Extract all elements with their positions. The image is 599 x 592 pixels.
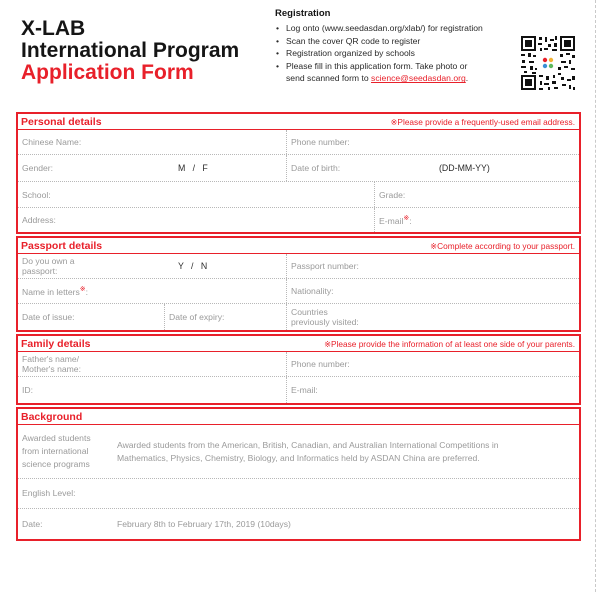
label-colon: : [409, 215, 412, 226]
required-mark: ※ [79, 286, 86, 294]
section-note: ※Complete according to your passport. [430, 240, 575, 251]
title-line-2: International Program [21, 39, 240, 62]
registration-item [275, 60, 515, 85]
countries-visited-field[interactable] [286, 304, 579, 330]
personal-details-section [16, 112, 581, 234]
field-label: Date of birth: [291, 163, 341, 173]
registration-list [275, 22, 515, 85]
registration-item: • Scan the cover QR code to register [275, 35, 515, 48]
registration-item-text: Please fill in this application form. Take photo or [286, 60, 468, 71]
field-label: Nationality: [291, 286, 334, 296]
form-row [18, 130, 579, 155]
label-line: passport: [22, 266, 58, 276]
parent-id-field[interactable] [18, 377, 286, 403]
field-label [22, 432, 117, 471]
section-title: Family details [21, 337, 91, 350]
name-in-letters-field[interactable] [18, 279, 286, 303]
registration-item: • Log onto (www.seedasdan.org/xlab/) for registration [275, 22, 515, 35]
label-line: Mother's name: [22, 364, 81, 374]
form-row [18, 279, 579, 304]
application-form [16, 112, 581, 543]
field-label: ID: [22, 385, 33, 395]
field-label [22, 256, 75, 276]
email-label: E-mail [379, 215, 404, 226]
field-label: Date of issue: [22, 312, 75, 322]
email-field[interactable] [374, 208, 579, 232]
date-value: February 8th to February 17th, 2019 (10days) [117, 518, 291, 529]
section-header [18, 114, 579, 130]
field-label: School: [22, 189, 51, 200]
send-prefix: send scanned form to [286, 73, 372, 84]
section-title: Personal details [21, 115, 102, 128]
awarded-row[interactable] [18, 425, 579, 479]
parent-phone-field[interactable] [286, 352, 579, 376]
form-row [18, 304, 579, 330]
gender-field[interactable] [18, 155, 286, 181]
field-label: E-mail: [291, 385, 318, 395]
label-line: science programs [22, 459, 90, 469]
form-row [18, 208, 579, 232]
name-letters-label: Name in letters [22, 286, 80, 297]
field-label: English Level: [22, 488, 76, 498]
label-line: Do you own a [22, 256, 75, 266]
section-header [18, 238, 579, 254]
grade-field[interactable] [374, 182, 579, 207]
awarded-description [117, 439, 499, 464]
field-label: Date of expiry: [169, 312, 225, 322]
yes-no-options[interactable]: Y / N [178, 261, 208, 271]
section-header [18, 409, 579, 425]
field-label: Address: [22, 215, 56, 225]
field-label: Passport number: [291, 261, 359, 271]
section-note: ※Please provide the information of at least one side of your parents. [324, 338, 575, 349]
registration-item: • Registration organized by schools [275, 47, 515, 60]
send-suffix: . [465, 73, 469, 84]
description-line: Awarded students from the American, British, Canadian, and Australian International Competitions in [117, 440, 499, 450]
label-line: Father's name/ [22, 354, 80, 364]
address-field[interactable] [18, 208, 374, 232]
section-title: Background [21, 410, 83, 423]
school-field[interactable] [18, 182, 374, 207]
expiry-date-field[interactable] [164, 304, 286, 330]
field-label [379, 214, 412, 226]
label-colon: : [85, 286, 89, 297]
form-row [18, 254, 579, 279]
field-label [291, 307, 359, 327]
date-row [18, 509, 579, 539]
form-row [18, 377, 579, 403]
form-row [18, 352, 579, 377]
field-label: Chinese Name: [22, 137, 82, 147]
family-details-section [16, 334, 581, 405]
phone-field[interactable] [286, 130, 579, 154]
qr-code-icon[interactable] [520, 35, 576, 91]
label-line: from international [22, 446, 89, 456]
email-link[interactable]: science@seedasdan.org [371, 73, 466, 84]
nationality-field[interactable] [286, 279, 579, 303]
chinese-name-field[interactable] [18, 130, 286, 154]
label-line: Awarded students [22, 433, 91, 443]
own-passport-field[interactable] [18, 254, 286, 278]
label-line: Countries [291, 307, 328, 317]
dob-field[interactable] [286, 155, 579, 181]
label-line: previously visited: [291, 317, 359, 327]
field-label: Date: [22, 518, 43, 529]
gender-options[interactable]: M / F [178, 163, 208, 173]
field-label [22, 285, 88, 297]
issue-date-field[interactable] [18, 304, 164, 330]
section-header [18, 336, 579, 352]
dob-format: (DD-MM-YY) [439, 163, 490, 173]
section-note: ※Please provide a frequently-used email address. [390, 116, 575, 127]
registration-heading: Registration [275, 8, 331, 19]
cut-line [595, 0, 596, 592]
field-label: Gender: [22, 163, 54, 173]
field-label: Phone number: [291, 137, 350, 147]
registration-info [275, 8, 515, 85]
required-mark: ※ [403, 215, 410, 223]
field-label [22, 354, 81, 374]
section-title: Passport details [21, 239, 103, 252]
form-title [21, 18, 239, 84]
english-level-field[interactable] [18, 479, 579, 509]
form-row [18, 182, 579, 208]
passport-number-field[interactable] [286, 254, 579, 278]
description-line: Mathematics, Physics, Chemistry, Biology, and Informatics held by ASDAN China are preferred. [117, 452, 480, 463]
parent-name-field[interactable] [18, 352, 286, 376]
background-section [16, 407, 581, 541]
title-line-3: Application Form [21, 61, 194, 84]
parent-email-field[interactable] [286, 377, 579, 403]
passport-details-section [16, 236, 581, 332]
field-label: Phone number: [291, 359, 350, 369]
form-row [18, 155, 579, 182]
title-line-1: X-LAB [21, 17, 86, 40]
field-label: Grade: [379, 189, 406, 200]
